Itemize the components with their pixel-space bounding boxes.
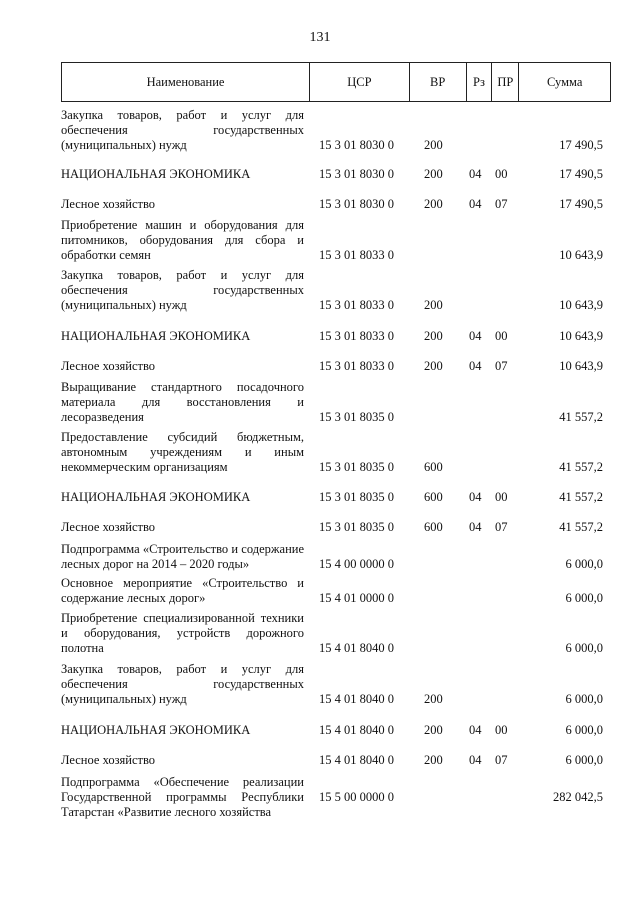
row-sum: 10 643,9 <box>559 329 603 343</box>
row-csr: 15 3 01 8030 0 <box>319 167 394 181</box>
row-csr: 15 4 01 8040 0 <box>319 753 394 767</box>
row-name: Основное мероприятие «Строительство и содержание лесных дорог» <box>61 576 304 605</box>
row-rz: 04 <box>469 329 482 343</box>
row-pr: 07 <box>495 197 508 211</box>
row-vr: 200 <box>424 329 443 343</box>
header-pr: ПР <box>491 63 518 101</box>
row-pr: 07 <box>495 753 508 767</box>
row-vr: 200 <box>424 359 443 373</box>
row-vr: 200 <box>424 753 443 767</box>
row-sum: 6 000,0 <box>565 591 603 605</box>
row-sum: 6 000,0 <box>565 641 603 655</box>
row-csr: 15 4 01 8040 0 <box>319 723 394 737</box>
header-vr: ВР <box>409 63 466 101</box>
row-name: Лесное хозяйство <box>61 359 156 373</box>
row-sum: 17 490,5 <box>559 197 603 211</box>
table-row <box>61 664 611 707</box>
row-csr: 15 3 01 8033 0 <box>319 329 394 343</box>
row-pr: 00 <box>495 723 508 737</box>
row-sum: 10 643,9 <box>559 298 603 312</box>
row-rz: 04 <box>469 753 482 767</box>
row-name: Предоставление субсидий бюджетным, автономным учреждениям и иным некоммерческим организациям <box>61 430 304 474</box>
row-name: Закупка товаров, работ и услуг для обеспечения государственных (муниципальных) нужд <box>61 108 304 152</box>
row-vr: 200 <box>424 692 443 706</box>
row-sum: 10 643,9 <box>559 248 603 262</box>
row-sum: 41 557,2 <box>559 490 603 504</box>
row-name: Лесное хозяйство <box>61 197 156 211</box>
table-row <box>61 577 611 606</box>
row-name: НАЦИОНАЛЬНАЯ ЭКОНОМИКА <box>61 723 251 737</box>
row-vr: 200 <box>424 298 443 312</box>
table-row <box>61 270 611 313</box>
header-name: Наименование <box>146 74 225 89</box>
table-row <box>61 775 611 820</box>
row-sum: 41 557,2 <box>559 460 603 474</box>
header-sum: Сумма <box>518 63 610 101</box>
table-row <box>61 613 611 656</box>
row-name: Подпрограмма «Обеспечение реализации Государственной программы Республики Татарстан «Развитие лесного хозяйства <box>61 775 304 819</box>
row-sum: 17 490,5 <box>559 138 603 152</box>
row-vr: 200 <box>424 723 443 737</box>
table-row <box>61 543 611 572</box>
table-row <box>61 197 611 212</box>
row-rz: 04 <box>469 197 482 211</box>
table-row <box>61 753 611 768</box>
table-row <box>61 432 611 475</box>
row-name: НАЦИОНАЛЬНАЯ ЭКОНОМИКА <box>61 490 251 504</box>
row-csr: 15 3 01 8035 0 <box>319 490 394 504</box>
row-vr: 200 <box>424 167 443 181</box>
row-csr: 15 3 01 8035 0 <box>319 410 394 424</box>
row-csr: 15 3 01 8033 0 <box>319 359 394 373</box>
row-csr: 15 3 01 8035 0 <box>319 520 394 534</box>
row-sum: 17 490,5 <box>559 167 603 181</box>
row-sum: 41 557,2 <box>559 410 603 424</box>
row-vr: 600 <box>424 520 443 534</box>
row-name: Приобретение машин и оборудования для питомников, оборудования для сбора и обработки семян <box>61 218 304 262</box>
row-name: НАЦИОНАЛЬНАЯ ЭКОНОМИКА <box>61 329 251 343</box>
row-vr: 600 <box>424 460 443 474</box>
row-rz: 04 <box>469 520 482 534</box>
table-row <box>61 359 611 374</box>
row-sum: 10 643,9 <box>559 359 603 373</box>
row-csr: 15 4 01 8040 0 <box>319 692 394 706</box>
header-csr: ЦСР <box>309 63 409 101</box>
row-pr: 00 <box>495 490 508 504</box>
row-csr: 15 4 00 0000 0 <box>319 557 394 571</box>
row-csr: 15 5 00 0000 0 <box>319 790 394 804</box>
table-row <box>61 520 611 535</box>
header-rz: Рз <box>466 63 492 101</box>
row-csr: 15 3 01 8030 0 <box>319 138 394 152</box>
page-number: 131 <box>309 30 331 45</box>
row-pr: 00 <box>495 329 508 343</box>
row-csr: 15 3 01 8030 0 <box>319 197 394 211</box>
row-vr: 200 <box>424 197 443 211</box>
row-vr: 600 <box>424 490 443 504</box>
row-name: НАЦИОНАЛЬНАЯ ЭКОНОМИКА <box>61 167 251 181</box>
row-sum: 6 000,0 <box>565 557 603 571</box>
row-sum: 6 000,0 <box>565 692 603 706</box>
row-pr: 07 <box>495 359 508 373</box>
table-row <box>61 490 611 505</box>
table-row <box>61 723 611 738</box>
row-rz: 04 <box>469 359 482 373</box>
row-vr: 200 <box>424 138 443 152</box>
table-header <box>61 62 611 102</box>
table-row <box>61 382 611 425</box>
row-pr: 00 <box>495 167 508 181</box>
row-name: Закупка товаров, работ и услуг для обеспечения государственных (муниципальных) нужд <box>61 268 304 312</box>
row-name: Закупка товаров, работ и услуг для обеспечения государственных (муниципальных) нужд <box>61 662 304 706</box>
row-csr: 15 3 01 8035 0 <box>319 460 394 474</box>
row-rz: 04 <box>469 723 482 737</box>
row-csr: 15 4 01 0000 0 <box>319 591 394 605</box>
row-name: Лесное хозяйство <box>61 753 156 767</box>
table-row <box>61 167 611 182</box>
row-pr: 07 <box>495 520 508 534</box>
row-name: Приобретение специализированной техники и оборудования, устройств дорожного полотна <box>61 611 304 655</box>
row-csr: 15 4 01 8040 0 <box>319 641 394 655</box>
table-row <box>61 329 611 344</box>
table-row <box>61 110 611 153</box>
row-name: Выращивание стандартного посадочного материала для восстановления и лесоразведения <box>61 380 304 424</box>
row-sum: 6 000,0 <box>565 753 603 767</box>
row-sum: 41 557,2 <box>559 520 603 534</box>
row-rz: 04 <box>469 490 482 504</box>
row-sum: 6 000,0 <box>565 723 603 737</box>
table-row <box>61 220 611 263</box>
row-csr: 15 3 01 8033 0 <box>319 248 394 262</box>
row-rz: 04 <box>469 167 482 181</box>
row-sum: 282 042,5 <box>553 790 603 804</box>
row-csr: 15 3 01 8033 0 <box>319 298 394 312</box>
row-name: Лесное хозяйство <box>61 520 156 534</box>
row-name: Подпрограмма «Строительство и содержание лесных дорог на 2014 – 2020 годы» <box>61 542 304 571</box>
